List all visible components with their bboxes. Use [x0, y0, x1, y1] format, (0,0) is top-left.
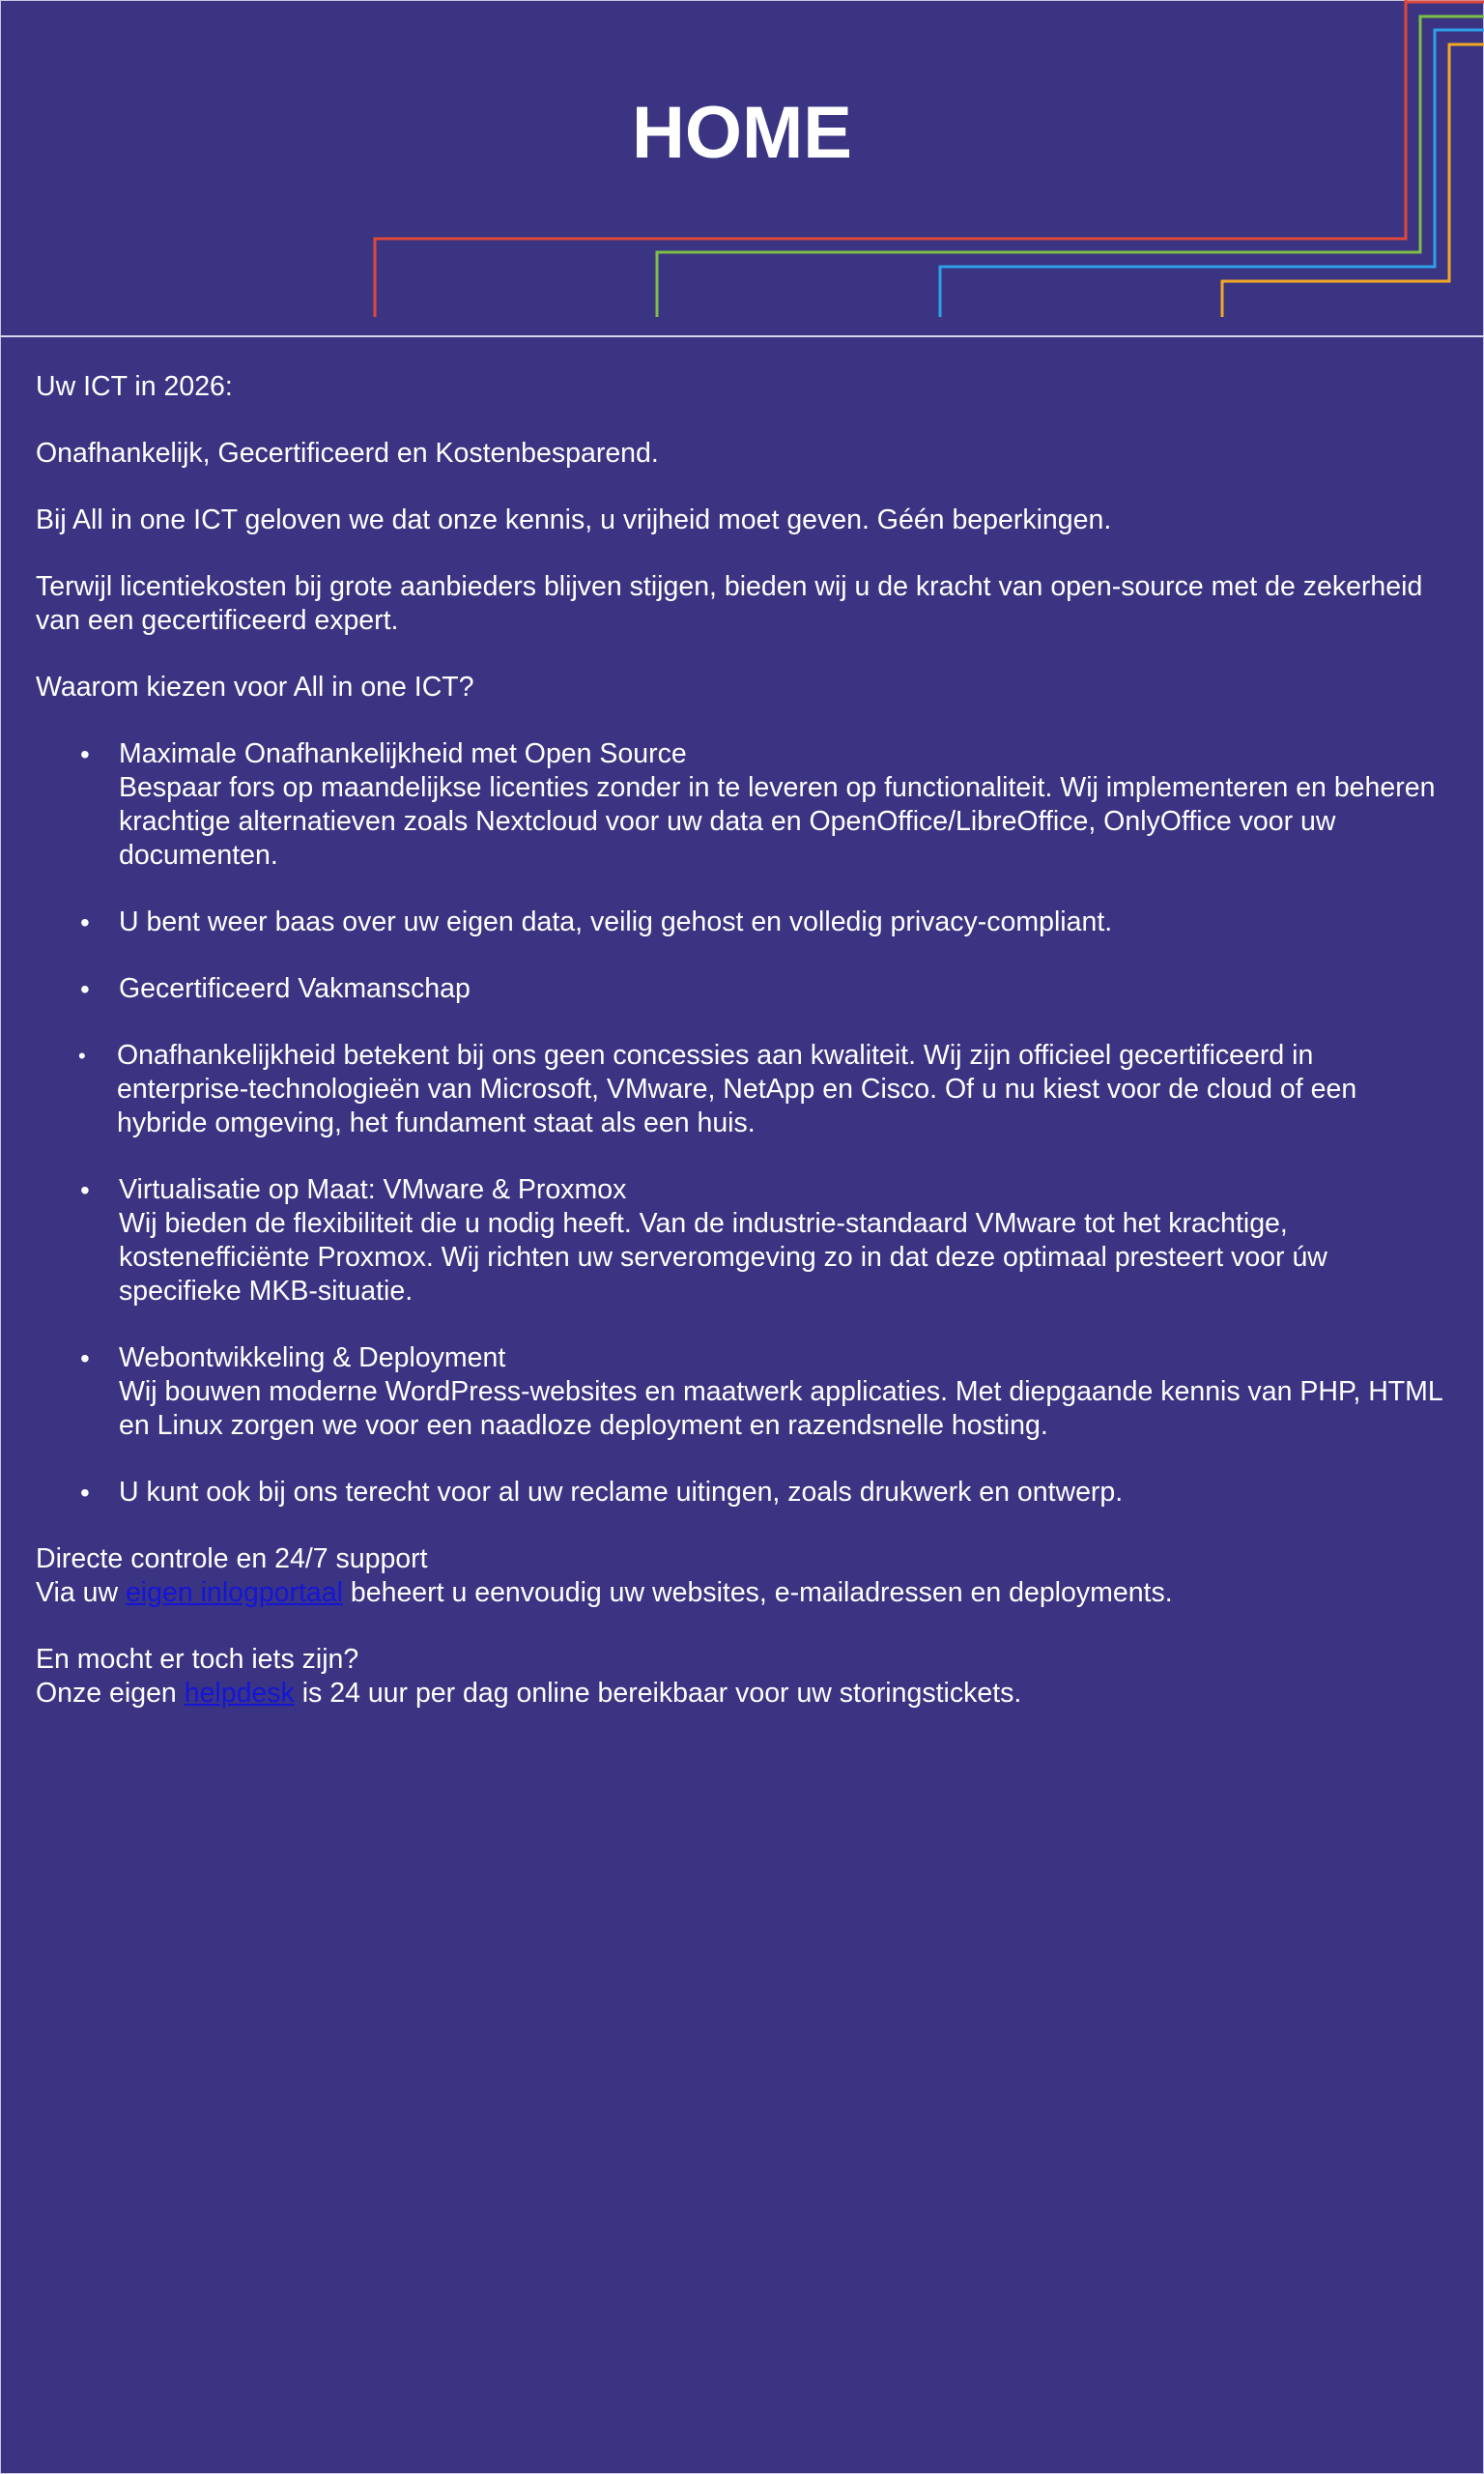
bullet-icon: • [80, 739, 90, 769]
list-item-title: Onafhankelijkheid betekent bij ons geen concessies aan kwaliteit. Wij zijn officieel gecertificeerd in enterprise-technologieën van Microsoft, VMware, NetApp en Cisco. Of u nu kiest voor de cloud of een hybride omgeving, het fundament staat als een huis. [117, 1040, 1357, 1138]
list-item [80, 737, 1446, 873]
helpdesk-text-before: Onze eigen [36, 1678, 185, 1709]
list-item [80, 972, 1446, 1006]
bullet-icon: • [80, 974, 90, 1004]
bullet-icon: • [80, 907, 90, 937]
intro-heading: Uw ICT in 2026: [36, 371, 233, 402]
support-heading: Directe controle en 24/7 support [36, 1543, 428, 1574]
bullet-icon: • [80, 1478, 90, 1508]
intro-belief: Bij All in one ICT geloven we dat onze kennis, u vrijheid moet geven. Géén beperkingen. [36, 504, 1112, 535]
list-item-title: Maximale Onafhankelijkheid met Open Source [119, 738, 687, 769]
list-item-body: Bespaar fors op maandelijkse licenties zonder in te leveren op functionaliteit. Wij implementeren en beheren krachtige alternatieven zoals Nextcloud voor uw data en OpenOffice/LibreOffice, OnlyOffice voor uw documenten. [119, 772, 1436, 871]
intro-pitch: Terwijl licentiekosten bij grote aanbieders blijven stijgen, bieden wij u de kracht van open-source met de zekerheid van een gecertificeerd expert. [36, 571, 1423, 636]
why-heading: Waarom kiezen voor All in one ICT? [36, 672, 474, 703]
helpdesk-section [36, 1643, 1446, 1711]
login-portal-link[interactable]: eigen inlogportaal [125, 1577, 343, 1608]
header-divider [0, 335, 1484, 337]
helpdesk-heading: En mocht er toch iets zijn? [36, 1644, 359, 1675]
support-text-after: beheert u eenvoudig uw websites, e-mailadressen en deployments. [342, 1577, 1173, 1608]
list-item-title: Virtualisatie op Maat: VMware & Proxmox [119, 1174, 627, 1205]
bullet-icon: • [78, 1044, 86, 1068]
list-item-title: Gecertificeerd Vakmanschap [119, 973, 471, 1004]
page-header [0, 0, 1484, 336]
header-line-orange [1222, 44, 1484, 317]
header-line-blue [940, 30, 1484, 317]
list-item-title: Webontwikkeling & Deployment [119, 1342, 506, 1373]
page-title: HOME [632, 92, 852, 174]
main-content [36, 370, 1446, 1743]
intro-tagline: Onafhankelijk, Gecertificeerd en Kostenbesparend. [36, 438, 659, 469]
support-text-before: Via uw [36, 1577, 126, 1608]
list-item-body: Wij bouwen moderne WordPress-websites en maatwerk applicaties. Met diepgaande kennis van PHP, HTML en Linux zorgen we voor een naadloze deployment en razendsnelle hosting. [119, 1376, 1442, 1441]
list-item-title: U kunt ook bij ons terecht voor al uw reclame uitingen, zoals drukwerk en ontwerp. [119, 1477, 1124, 1508]
list-item [80, 1341, 1446, 1443]
helpdesk-text-after: is 24 uur per dag online bereikbaar voor uw storingstickets. [294, 1678, 1022, 1709]
list-item-title: U bent weer baas over uw eigen data, veilig gehost en volledig privacy-compliant. [119, 906, 1113, 937]
bullet-icon: • [80, 1343, 90, 1373]
list-item-body: Wij bieden de flexibiliteit die u nodig heeft. Van de industrie-standaard VMware tot het krachtige, kostenefficiënte Proxmox. Wij richten uw serveromgeving zo in dat deze optimaal presteert voor úw specifieke MKB-situatie. [119, 1208, 1327, 1307]
list-item [78, 1039, 1446, 1140]
list-item [80, 906, 1446, 939]
bullet-icon: • [80, 1175, 90, 1205]
list-item [80, 1173, 1446, 1309]
list-item [80, 1476, 1446, 1510]
support-section [36, 1542, 1446, 1610]
benefits-list [36, 737, 1446, 1510]
helpdesk-link[interactable]: helpdesk [184, 1678, 295, 1709]
